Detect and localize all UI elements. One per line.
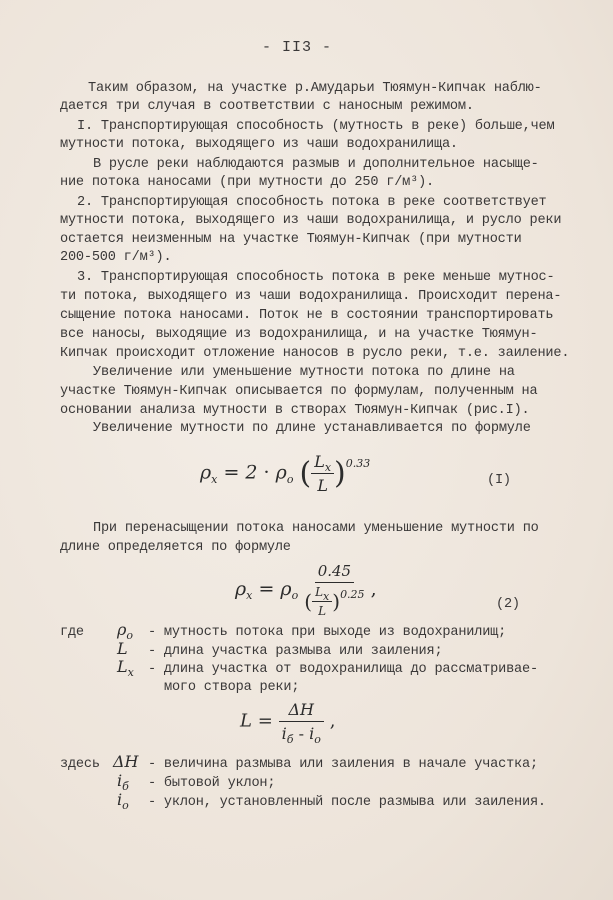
text-line: Увеличение мутности по длине устанавливается по формуле: [93, 421, 531, 436]
definition-text: - уклон, установленный после размыва или заиления.: [148, 795, 546, 810]
equation-number-2: (2): [496, 597, 520, 612]
page-number: - II3 -: [262, 39, 333, 56]
symbol-ib: $i_б$: [117, 771, 129, 793]
definitions-lead: здесь: [60, 757, 100, 772]
definition-text: - длина участка размыва или заиления;: [148, 644, 443, 659]
text-line: длине определяется по формуле: [60, 540, 291, 555]
symbol-io: $i_o$: [117, 790, 129, 812]
text-line: остается неизменным на участке Тюямун-Кипчак (при мутности: [60, 232, 522, 247]
definition-continuation: мого створа реки;: [164, 680, 300, 695]
text-line: основании анализа мутности в створах Тюямун-Кипчак (рис.I).: [60, 403, 530, 418]
text-line: 3. Транспортирующая способность потока в реке меньше мутнос-: [77, 270, 555, 285]
text-line: В русле реки наблюдаются размыв и дополнительное насыще-: [93, 157, 539, 172]
definition-text: - бытовой уклон;: [148, 776, 276, 791]
definition-text: - мутность потока при выходе из водохранилищ;: [148, 625, 507, 640]
text-line: Кипчак происходит отложение наносов в русло реки, т.е. заиление.: [60, 346, 570, 361]
text-line: все наносы, выходящие из водохранилища, и на участке Тюямун-: [60, 327, 538, 342]
equation-number-1: (I): [487, 473, 511, 488]
text-line: мутности потока, выходящего из чаши водохранилища, и русло реки: [60, 213, 562, 228]
text-line: 2. Транспортирующая способность потока в реке соответствует: [77, 195, 547, 210]
symbol-deltaH: ΔH: [113, 752, 139, 771]
text-line: I. Транспортирующая способность (мутность в реке) больше,чем: [77, 119, 555, 134]
text-line: Таким образом, на участке р.Амударьи Тюямун-Кипчак наблю-: [88, 81, 542, 96]
symbol-L: L: [117, 639, 128, 658]
text-line: При перенасыщении потока наносами уменьшение мутности по: [93, 521, 539, 536]
text-line: сыщение потока наносами. Поток не в состоянии транспортировать: [60, 308, 554, 323]
text-line: Увеличение или уменьшение мутности потока по длине на: [93, 365, 515, 380]
symbol-Lx: $L_x$: [117, 657, 134, 679]
formula-2: $\rho_x = \rho_o$ 0.45 ( $\frac{Lx}{L}$ )$^{0.25}$ ,: [235, 562, 377, 618]
definition-text: - длина участка от водохранилища до рассматривае-: [148, 662, 538, 677]
text-line: участке Тюямун-Кипчак описывается по формулам, полученным на: [60, 384, 538, 399]
text-line: дается три случая в соответствии с наносным режимом.: [60, 99, 474, 114]
text-line: ние потока наносами (при мутности до 250 г/м³).: [60, 175, 435, 190]
definitions-lead: где: [60, 625, 84, 640]
text-line: ти потока, выходящего из чаши водохранилища. Происходит перена-: [60, 289, 562, 304]
formula-3: L = $\frac{\Delta H}{i_б - i_o}$ ,: [240, 700, 336, 746]
formula-1: $\rho_x = 2 \cdot \rho_o$ ( $\frac{L_x}{L}$ )$^{0.33}$: [200, 452, 371, 495]
text-line: 200-500 г/м³).: [60, 250, 172, 265]
text-line: мутности потока, выходящего из чаши водохранилища.: [60, 137, 458, 152]
definition-text: - величина размыва или заиления в начале участка;: [148, 757, 538, 772]
symbol-rho0: $\rho_o$: [117, 620, 134, 642]
